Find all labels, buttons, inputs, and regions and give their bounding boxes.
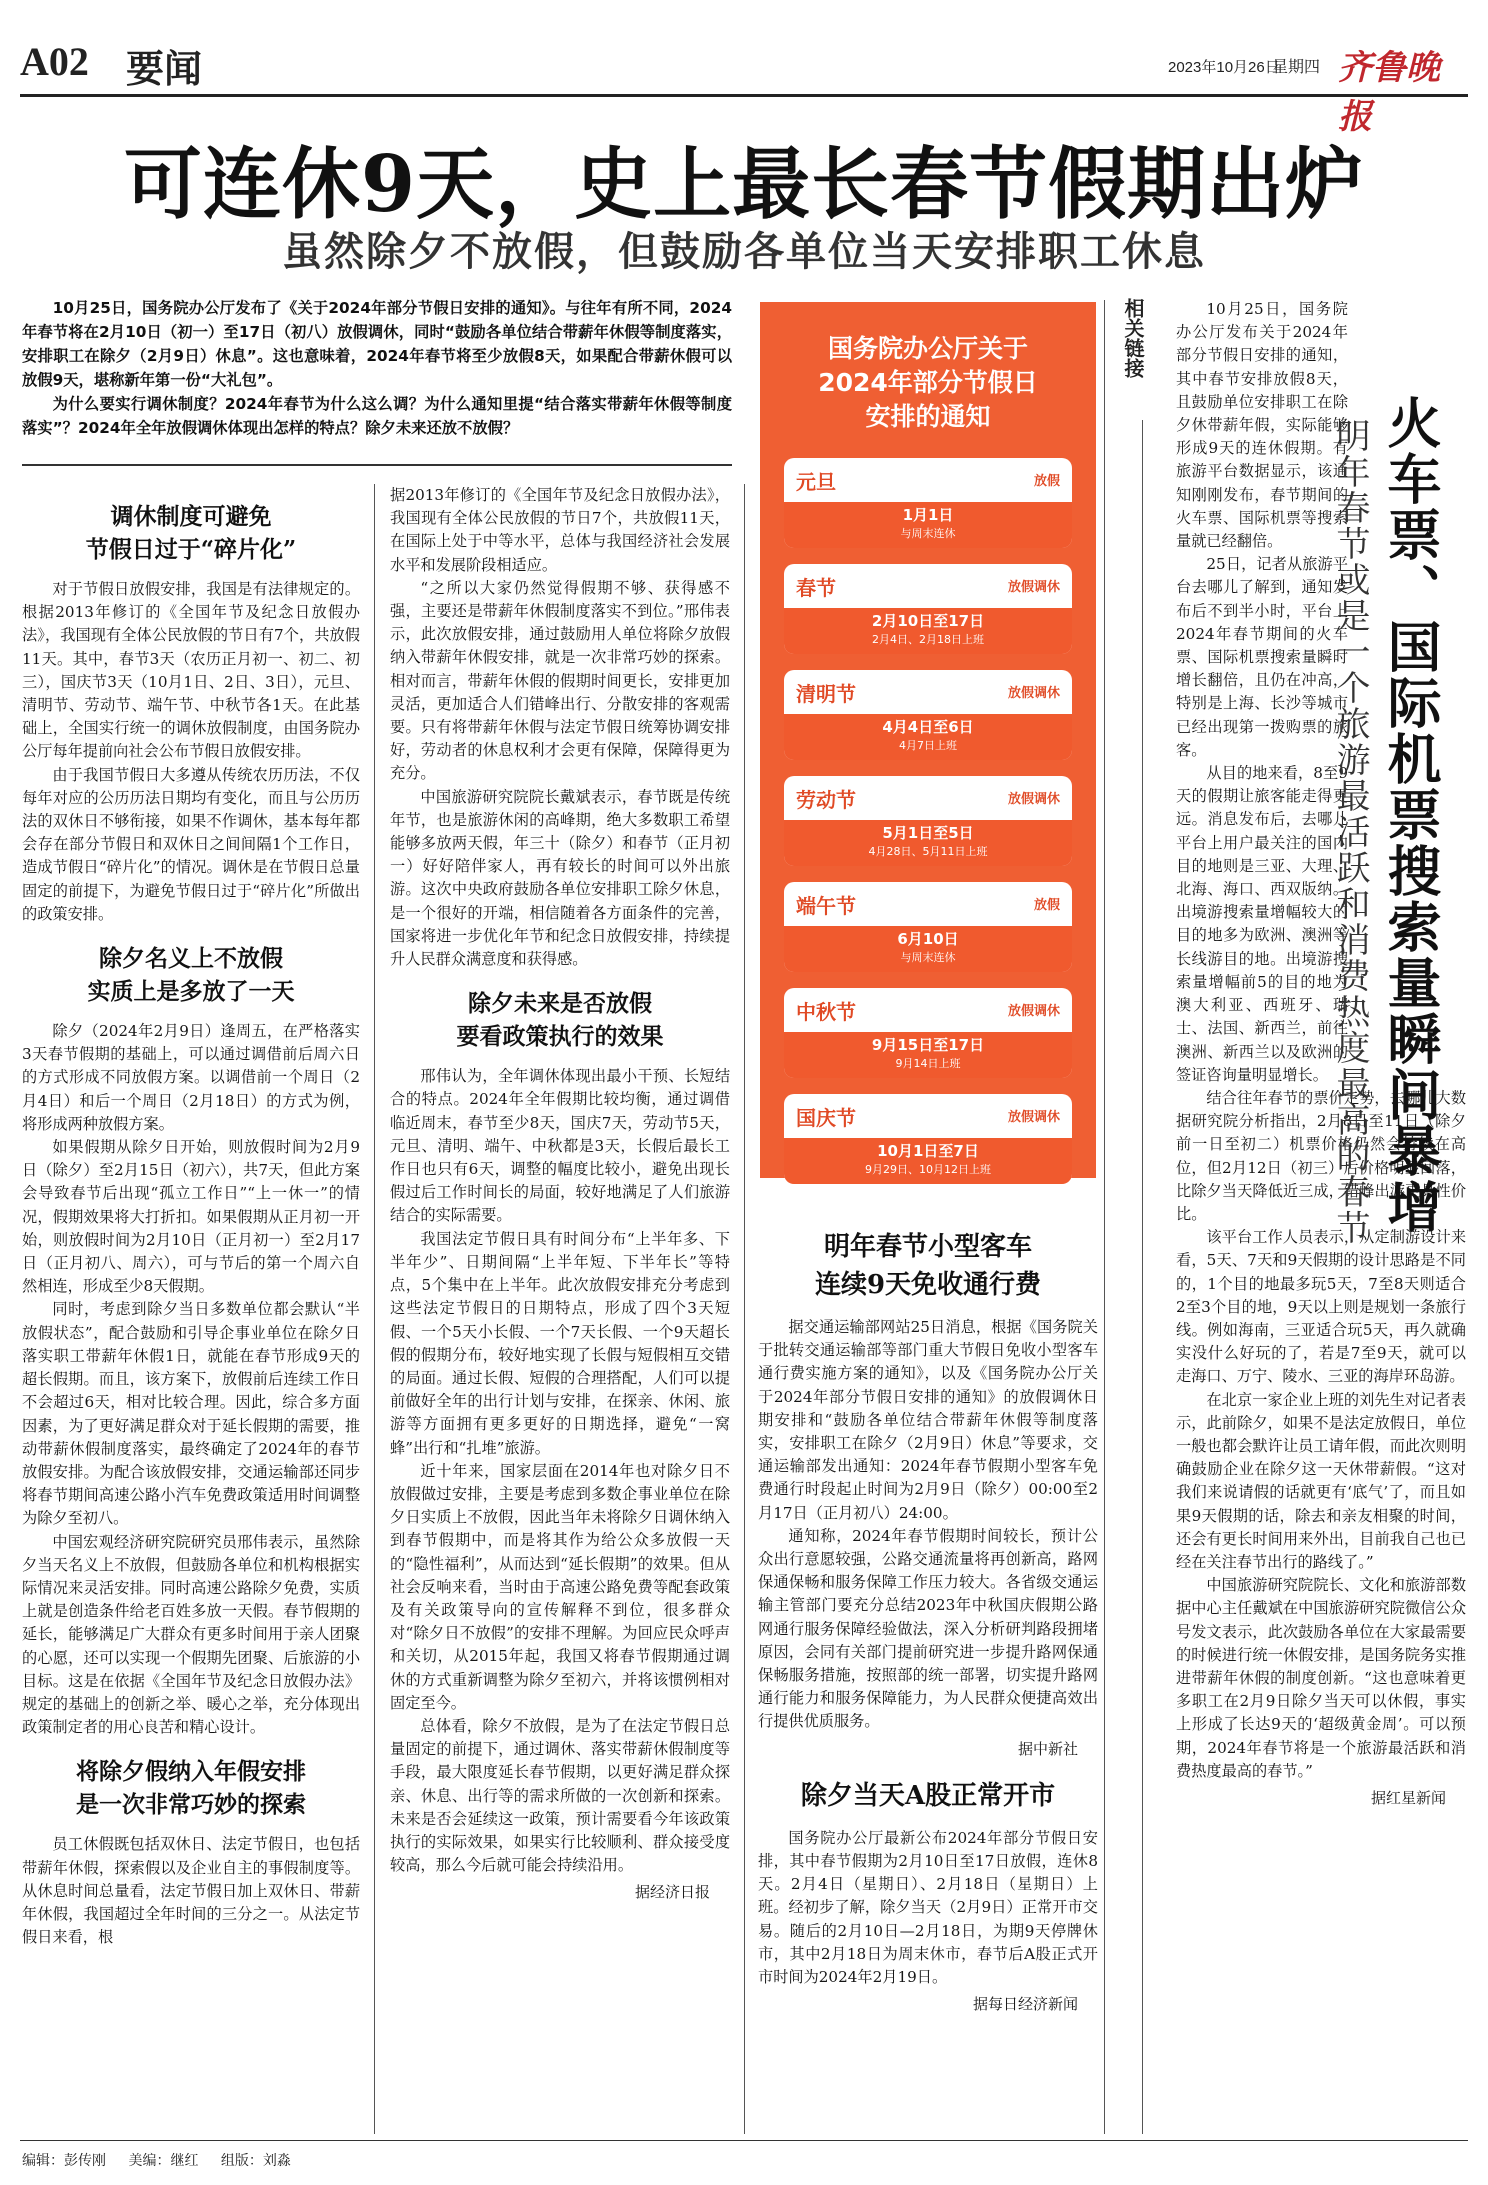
holiday-dates: 9月15日至17日 9月14日上班: [784, 1032, 1072, 1078]
newspaper-logo: 齐鲁晚报: [1338, 48, 1440, 137]
body-para: 从目的地来看，8至9天的假期让旅客能走得更远。消息发布后，去哪儿平台上用户最关注的国内目的地则是三亚、大理、北海、海口、西双版纳。出境游搜索量增幅较大的目的地多为欧洲、澳洲等长线游目的地。出境游搜索量增幅前5的目的地为澳大利亚、西班牙、瑞士、法国、新西兰，前往澳洲、新西兰以及欧洲的签证咨询量明显增长。: [1176, 764, 1348, 1084]
holiday-name: 清明节: [796, 682, 856, 706]
masthead: [20, 38, 1468, 137]
body-para: 该平台工作人员表示，从定制游设计来看，5天、7天和9天假期的设计思路是不同的，1个目的地最多玩5天，7至8天则适合2至3个目的地，9天以上则是规划一条旅行线。例如海南，三亚适合玩5天，再久就确实没什么好玩的了，若是7至9天，就可以走海口、万宁、陵水、三亚的海岸环岛游。: [1176, 1228, 1466, 1386]
holiday-type: 放假调休: [1007, 1110, 1060, 1125]
holiday-dates: 10月1日至7日 9月29日、10月12日上班: [784, 1138, 1072, 1184]
feature-headline: 火车票、国际机票搜索量瞬间暴增: [1379, 395, 1442, 1235]
main-headline: 可连休9天，史上最长春节假期出炉: [123, 139, 1365, 230]
top-rule: [20, 94, 1468, 97]
body-para: 据2013年修订的《全国年节及纪念日放假办法》，我国现有全体公民放假的节日7个，共放假11天，在国际上处于中等水平，总体与我国经济社会发展水平和发展阶段相适应。: [390, 486, 730, 574]
article-column-2: [390, 484, 730, 1905]
holiday-type: 放假: [1033, 898, 1060, 913]
holiday-dates: 6月10日 与周末连休: [784, 926, 1072, 972]
page-number: A02: [20, 39, 89, 84]
column-divider: [374, 484, 375, 2134]
holiday-name: 劳动节: [796, 788, 856, 812]
holiday-type: 放假调休: [1007, 1004, 1060, 1019]
article-source: 据每日经济新闻: [972, 1995, 1078, 2014]
body-para: “之所以大家仍然觉得假期不够、获得感不强，主要还是带薪年休假制度落实不到位。”邢伟表示，此次放假安排，通过鼓励用人单位将除夕放假纳入带薪年休假安排，就是一次非常巧妙的探索。相对而言，带薪年休假的假期时间更长，安排更加灵活，更加适合人们错峰出行、分散安排的客观需要。只有将带薪年休假与法定节假日统筹协调安排好，劳动者的休息权利才会更有保障，保障得更为充分。: [390, 578, 730, 783]
body-para: 国务院办公厅最新公布2024年部分节假日安排，其中春节假期为2月10日至17日放假，连休8天。2月4日（星期日）、2月18日（星期日）上班。经初步了解，除夕当天（2月9日）正常开市交易。随后的2月10日—2月18日，为期9天停牌休市，其中2月18日为周末休市，春节后A股正式开市时间为2024年2月19日。: [758, 1828, 1098, 1987]
body-para: 中国旅游研究院院长、文化和旅游部数据中心主任戴斌在中国旅游研究院微信公众号发文表示，此次鼓励各单位在大家最需要的时候进行统一休假安排，是国务院务实推进带薪年休假的制度创新。“这也意味着更多职工在2月9日除夕当天可以休假，事实上形成了长达9天的‘超级黄金周’。可以预期，2024年春节将是一个旅游最活跃和消费热度最高的春节。”: [1176, 1576, 1466, 1780]
editor-credit: 编辑：彭传刚: [22, 2153, 106, 2169]
holiday-type: 放假调休: [1007, 792, 1060, 807]
holiday-dates: 1月1日 与周末连休: [784, 502, 1072, 548]
section-heading: 除夕当天A股正常开市: [800, 1780, 1056, 1811]
holiday-schedule-graphic: [760, 302, 1096, 1178]
body-para: 25日，记者从旅游平台去哪儿了解到，通知发布后不到半小时，平台上2024年春节期间的火车票、国际机票搜索量瞬时增长翻倍，且仍在冲高，特别是上海、长沙等城市已经出现第一拨购票的旅客。: [1176, 555, 1348, 759]
holiday-type: 放假调休: [1007, 580, 1060, 595]
holiday-name: 元旦: [796, 470, 836, 494]
holiday-row: [784, 458, 1072, 548]
holiday-name: 中秋节: [796, 1000, 856, 1024]
article-column-1: [22, 500, 360, 1949]
related-divider: [1142, 420, 1143, 2134]
holiday-row: [784, 776, 1072, 866]
holiday-row: [784, 670, 1072, 760]
issue-date: 2023年10月26日: [1168, 59, 1280, 76]
schedule-title: 国务院办公厅关于 2024年部分节假日 安排的通知: [818, 334, 1038, 431]
lead-paragraph: [22, 296, 732, 440]
article-source: 据中新社: [1017, 1739, 1078, 1758]
section-name: 要闻: [126, 46, 203, 91]
holiday-row: [784, 1094, 1072, 1184]
holiday-type: 放假: [1033, 474, 1060, 489]
feature-subheadline: 明年春节或是一个旅游最活跃和消费热度最高的春节: [1330, 418, 1370, 1246]
layout-credit: 组版：刘淼: [220, 2153, 291, 2169]
main-subheadline: 虽然除夕不放假，但鼓励各单位当天安排职工休息: [282, 229, 1206, 275]
section-heading: 除夕未来是否放假 要看政策执行的效果: [456, 990, 664, 1051]
lead-rule: [22, 464, 732, 466]
holiday-row: [784, 882, 1072, 972]
body-para: 如果假期从除夕日开始，则放假时间为2月9日（除夕）至2月15日（初六），共7天，但此方案会导致春节后出现“孤立工作日”“上一休一”的情况，假期效果将大打折扣。如果假期从正月初一开始，则放假时间为2月10日（正月初一）至2月17日（正月初八、周六），可与节后的第一个周六自然相连，形成至少8天假期。: [22, 1138, 360, 1296]
body-para: 在北京一家企业上班的刘先生对记者表示，此前除夕，如果不是法定放假日，单位一般也都会默许让员工请年假，而此次则明确鼓励企业在除夕这一天休带薪假。“这对我们来说请假的话就更有‘底气’了，而且如果9天假期的话，除去和亲友相聚的时间，还会有更长时间用来外出，目前我自己也已经在关注春节出行的路线了。”: [1176, 1390, 1466, 1571]
holiday-name: 端午节: [796, 894, 856, 918]
bottom-rule: [20, 2140, 1468, 2141]
body-para: 员工休假既包括双休日、法定节假日，也包括带薪年休假，探索假以及企业自主的事假制度等。从休息时间总量看，法定节假日加上双休日、带薪年休假，我国超过全年时间的三分之一。从法定节假日来看，根: [22, 1835, 360, 1947]
section-heading: 将除夕假纳入年假安排 是一次非常巧妙的探索: [76, 1758, 306, 1819]
body-para: 我国法定节假日具有时间分布“上半年多、下半年少”、日期间隔“上半年短、下半年长”等特点，5个集中在上半年。此次放假安排充分考虑到这些法定节假日的日期特点，形成了四个3天短假、一个5天小长假、一个7天长假、一个9天超长假的假期分布，较好地实现了长假与短假相互交错的局面。通过长假、短假的合理搭配，人们可以提前做好全年的出行计划与安排，在探亲、休闲、旅游等方面拥有更多更好的日期选择，避免“一窝蜂”出行和“扎堆”旅游。: [390, 1229, 730, 1457]
section-heading: 明年春节小型客车 连续9天免收通行费: [814, 1232, 1042, 1300]
holiday-dates: 4月4日至6日 4月7日上班: [784, 714, 1072, 760]
holiday-type: 放假调休: [1007, 686, 1060, 701]
body-para: 总体看，除夕不放假，是为了在法定节假日总量固定的前提下，通过调休、落实带薪休假制度等手段，最大限度延长春节假期，以更好满足群众探亲、休息、出行等的需求所做的一次创新和探索。未来是否会延续这一政策，预计需要看今年该政策执行的实际效果，如果实行比较顺利、群众接受度较高，那么今后就可能会持续沿用。: [390, 1716, 730, 1875]
body-para: 结合往年春节的票价走势，去哪儿大数据研究院分析指出，2月8日至11日（除夕前一日至初二）机票价格仍然会持续在高位，但2月12日（初三）后价格明显回落，比除夕当天降低近三成，错峰出游更具性价比。: [1176, 1088, 1466, 1223]
body-para: 通知称，2024年春节假期时间较长，预计公众出行意愿较强，公路交通流量将再创新高，路网保通保畅和服务保障工作压力较大。各省级交通运输主管部门要充分总结2023年中秋国庆假期公路网通行服务保障经验做法，深入分析研判路段拥堵原因，会同有关部门提前研究进一步提升路网保通保畅服务措施，按照部的统一部署，切实提升路网通行能力和服务保障能力，为人民群众便捷高效出行提供优质服务。: [758, 1526, 1098, 1731]
body-para: 对于节假日放假安排，我国是有法律规定的。根据2013年修订的《全国年节及纪念日放假办法》，我国现有全体公民放假的节日有7个，共放假11天。其中，春节3天（农历正月初一、初二、初三），国庆节3天（10月1日、2日、3日），元旦、清明节、劳动节、端午节、中秋节各1天。在此基础上，全国实行统一的调休放假制度，由国务院办公厅每年提前向社会公布节假日放假安排。: [22, 580, 360, 761]
holiday-row: [784, 564, 1072, 654]
lead-para: 10月25日，国务院办公厅发布了《关于2024年部分节假日安排的通知》。与往年有所不同，2024年春节将在2月10日（初一）至17日（初八）放假调休，同时“鼓励各单位结合带薪年休假等制度落实，安排职工在除夕（2月9日）休息”。这也意味着，2024年春节将至少放假8天，如果配合带薪休假可以放假9天，堪称新年第一份“大礼包”。: [22, 299, 732, 389]
article-source: 据经济日报: [634, 1883, 710, 1902]
body-para: 10月25日，国务院办公厅发布关于2024年部分节假日安排的通知，其中春节安排放假8天，且鼓励单位安排职工在除夕休带薪年假，实际能够形成9天的连休假期。有旅游平台数据显示，该通知刚刚发布，春节期间的火车票、国际机票等搜索量就已经翻倍。: [1176, 300, 1348, 551]
related-links-label: 相关链接: [1121, 298, 1145, 378]
body-para: 据交通运输部网站25日消息，根据《国务院关于批转交通运输部等部门重大节假日免收小型客车通行费实施方案的通知》，以及《国务院办公厅关于2024年部分节假日安排的通知》的放假调休日期安排和“鼓励各单位结合带薪年休假等制度落实，安排职工在除夕（2月9日）休息”等要求，交通运输部发出通知：2024年春节假期小型客车免费通行时段起止时间为2月9日（除夕）00:00至2月17日（正月初八）24:00。: [758, 1318, 1098, 1522]
section-heading: 除夕名义上不放假 实质上是多放了一天: [87, 945, 295, 1006]
body-para: 邢伟认为，全年调休体现出最小干预、长短结合的特点。2024年全年假期比较均衡，通过调借临近周末，春节至少8天，国庆7天，劳动节5天，元旦、清明、端午、中秋都是3天，长假后最长工作日也只有6天，调整的幅度比较小，避免出现长假过后工作时间长的局面，较好地满足了人们旅游结合的实际需要。: [390, 1067, 730, 1225]
column-divider: [744, 484, 745, 2134]
holiday-dates: 5月1日至5日 4月28日、5月11日上班: [784, 820, 1072, 866]
holiday-row: [784, 988, 1072, 1078]
holiday-name: 国庆节: [796, 1106, 856, 1130]
lead-para: 为什么要实行调休制度？2024年春节为什么这么调？为什么通知里提“结合落实带薪年休假等制度落实”？2024年全年放假调休体现出怎样的特点？除夕未来还放不放假？: [22, 395, 732, 437]
article-column-3: [758, 1228, 1098, 2016]
credits-footer: [22, 2150, 309, 2170]
body-para: 由于我国节假日大多遵从传统农历历法，不仅每年对应的公历历法日期均有变化，而且与公历历法的双休日不够衔接，如果不作调休，基本每年都会存在部分节假日和双休日之间间隔1个工作日，造成节假日“碎片化”的情况。调休是在节假日总量固定的前提下，为避免节假日过于“碎片化”所做出的政策安排。: [22, 765, 360, 923]
column-divider: [1104, 300, 1105, 2134]
body-para: 中国宏观经济研究院研究员邢伟表示，虽然除夕当天名义上不放假，但鼓励各单位和机构根据实际情况来灵活安排。同时高速公路除夕免费，实质上就是创造条件给老百姓多放一天假。春节假期的延长，能够满足广大群众有更多时间用于亲人团聚的心愿，还可以实现一个假期先团聚、后旅游的小目标。这是在依据《全国年节及纪念日放假办法》规定的基础上的创新之举、暖心之举，充分体现出政策制定者的用心良苦和精心设计。: [22, 1532, 360, 1737]
holiday-name: 春节: [796, 576, 836, 600]
holiday-dates: 2月10日至17日 2月4日、2月18日上班: [784, 608, 1072, 654]
body-para: 近十年来，国家层面在2014年也对除夕日不放假做过安排，主要是考虑到多数企事业单位在除夕日实质上不放假，因此当年未将除夕日调休纳入到春节假期中，而是将其作为给公众多放假一天的“隐性福利”，从而达到“延长假期”的效果。但从社会反响来看，当时由于高速公路免费等配套政策及有关政策导向的宣传解释不到位，很多群众对“除夕日不放假”的安排不理解。为回应民众呼声和关切，从2015年起，我国又将春节假期通过调休的方式重新调整为除夕至初六，并将该惯例相对固定至今。: [390, 1461, 730, 1712]
body-para: 中国旅游研究院院长戴斌表示，春节既是传统年节，也是旅游休闲的高峰期，绝大多数职工希望能够多放两天假，年三十（除夕）和春节（正月初一）好好陪伴家人，再有较长的时间可以外出旅游。这次中央政府鼓励各单位安排职工除夕休息，是一个很好的开端，相信随着各方面条件的完善，国家将进一步优化年节和纪念日放假安排，持续提升人民群众满意度和获得感。: [390, 787, 730, 969]
design-credit: 美编：继红: [128, 2153, 199, 2169]
section-heading: 调休制度可避免 节假日过于“碎片化”: [85, 503, 297, 563]
body-para: 除夕（2024年2月9日）逢周五，在严格落实3天春节假期的基础上，可以通过调借前后周六日的方式形成不同放假方案。以调借前一个周日（2月4日）和后一个周日（2月18日）的方式为例，将形成两种放假方案。: [22, 1022, 360, 1133]
body-para: 同时，考虑到除夕当日多数单位都会默认“半放假状态”，配合鼓励和引导企事业单位在除夕日落实职工带薪年休假1日，就能在春节形成9天的超长假期。而且，该方案下，放假前后连续工作日不会超过6天，相对比较合理。因此，综合多方面因素，为了更好满足群众对于延长假期的需要，推动带薪休假制度落实，最终确定了2024年的春节放假安排。为配合该放假安排，交通运输部还同步将春节期间高速公路小汽车免费政策适用时间调整为除夕至初八。: [22, 1300, 360, 1528]
issue-weekday: 星期四: [1272, 57, 1321, 76]
article-source: 据红星新闻: [1370, 1789, 1446, 1807]
